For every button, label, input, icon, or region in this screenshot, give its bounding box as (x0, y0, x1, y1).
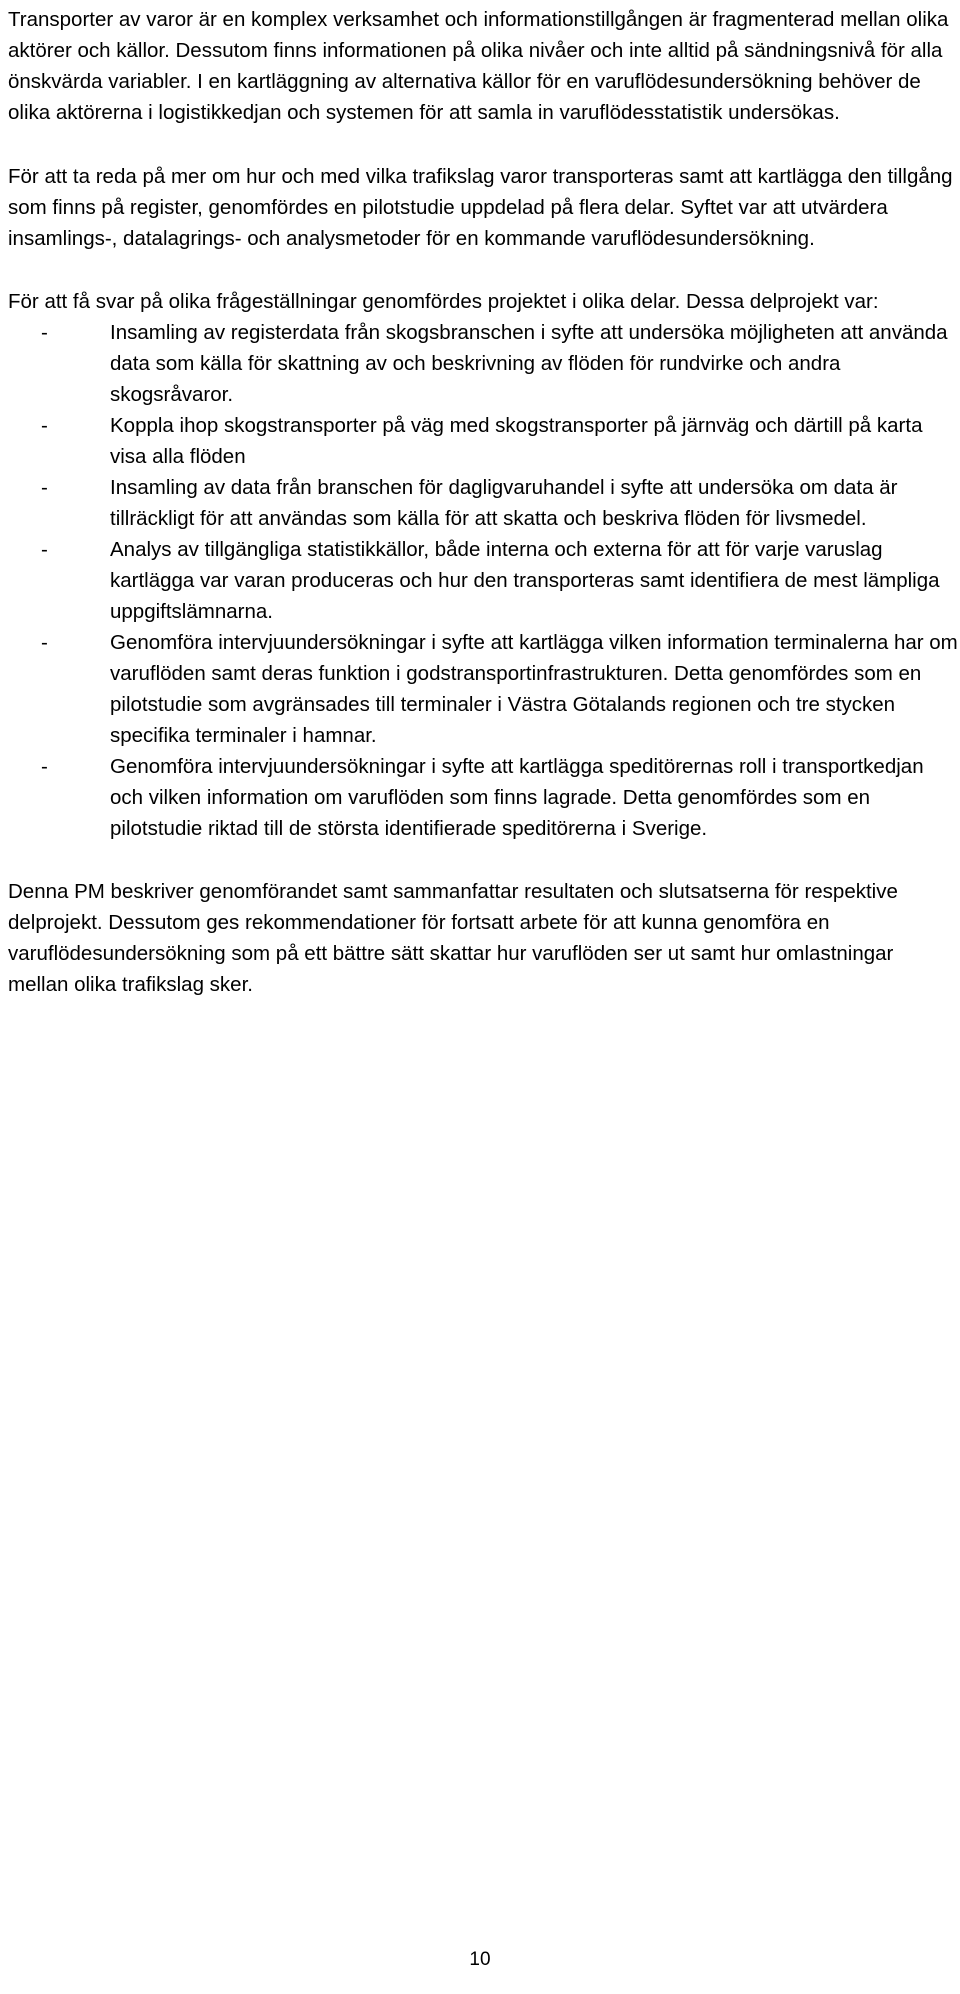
list-bullet: - (41, 538, 48, 561)
list-item (8, 410, 958, 472)
list-item (8, 627, 958, 751)
list-bullet: - (41, 755, 48, 778)
list-bullet: - (41, 414, 48, 437)
list-bullet: - (41, 476, 48, 499)
list-bullet: - (41, 631, 48, 654)
pilot-study-paragraph: För att ta reda på mer om hur och med vilka trafikslag varor transporteras samt att kartlägga den tillgång som finns på register, genomfördes en pilotstudie uppdelad på flera delar. Syftet var att utvärdera insamlings-, datalagrings- och analysmetoder för en kommande varuflödesundersökning. (8, 165, 953, 250)
list-item-text: Genomföra intervjuundersökningar i syfte att kartlägga speditörernas roll i transportkedjan och vilken information om varuflöden som finns lagrade. Detta genomfördes som en pilotstudie riktad till de största identifierade speditörerna i Sverige. (110, 755, 924, 840)
list-item-text: Insamling av registerdata från skogsbranschen i syfte att undersöka möjligheten att använda data som källa för skattning av och beskrivning av flöden för rundvirke och andra skogsråvaror. (110, 321, 948, 406)
intro-paragraph: Transporter av varor är en komplex verksamhet och informationstillgången är fragmenterad mellan olika aktörer och källor. Dessutom finns informationen på olika nivåer och inte alltid på sändningsnivå för alla önskvärda variabler. I en kartläggning av alternativa källor för en varuflödesundersökning behöver de olika aktörerna i logistikkedjan och systemen för att samla in varuflödesstatistik undersökas. (8, 8, 949, 124)
list-item (8, 751, 958, 844)
list-item-text: Koppla ihop skogstransporter på väg med skogstransporter på järnväg och därtill på karta visa alla flöden (110, 414, 923, 468)
page-number: 10 (469, 1949, 491, 1970)
document-body (8, 4, 958, 1000)
list-item (8, 317, 958, 410)
closing-paragraph: Denna PM beskriver genomförandet samt sammanfattar resultaten och slutsatserna för respektive delprojekt. Dessutom ges rekommendationer för fortsatt arbete för att kunna genomföra en varuflödesundersökning som på ett bättre sätt skattar hur varuflöden ser ut samt hur omlastningar mellan olika trafikslag sker. (8, 880, 898, 996)
list-item (8, 472, 958, 534)
list-item-text: Insamling av data från branschen för dagligvaruhandel i syfte att undersöka om data är tillräckligt för att användas som källa för att skatta och beskriva flöden för livsmedel. (110, 476, 898, 530)
subprojects-list (8, 317, 958, 844)
list-item (8, 534, 958, 627)
list-bullet: - (41, 321, 48, 344)
subprojects-intro-paragraph: För att få svar på olika frågeställningar genomfördes projektet i olika delar. Dessa delprojekt var: (8, 290, 879, 313)
list-item-text: Genomföra intervjuundersökningar i syfte att kartlägga vilken information terminalerna har om varuflöden samt deras funktion i godstransportinfrastrukturen. Detta genomfördes som en pilotstudie som avgränsades till terminaler i Västra Götalands regionen och tre stycken specifika terminaler i hamnar. (110, 631, 958, 747)
list-item-text: Analys av tillgängliga statistikkällor, både interna och externa för att för varje varuslag kartlägga var varan produceras och hur den transporteras samt identifiera de mest lämpliga uppgiftslämnarna. (110, 538, 940, 623)
